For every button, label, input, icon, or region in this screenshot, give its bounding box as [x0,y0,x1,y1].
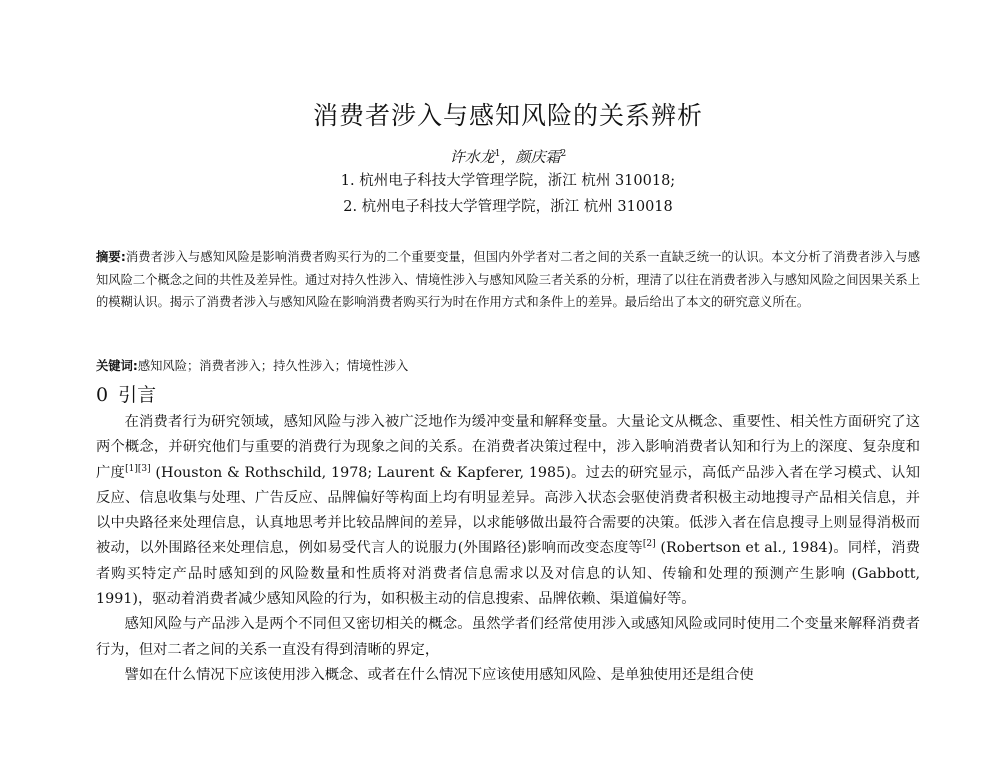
keywords [96,356,920,376]
paper-title: 消费者涉入与感知风险的关系辨析 [312,101,703,130]
affiliation-2: 2. 杭州电子科技大学管理学院，浙江 杭州 310018 [343,199,673,215]
body-text [96,410,920,688]
paragraph [96,663,920,688]
author-affiliation-mark: 2 [560,149,567,159]
paragraph-text: 感知风险与产品涉入是两个不同但又密切相关的概念。虽然学者们经常使用涉入或感知风险或同时使用二个变量来解释消费者行为，但对二者之间的关系一直没有得到清晰的界定， [96,616,920,658]
section-title: 引言 [118,384,157,406]
author-separator: ， [500,148,516,166]
paragraph-text: (Robertson et al., 1984)。同样，消费者购买特定产品时感知到的风险数量和性质将对消费者信息需求以及对信息的认知、传输和处理的预测产生影响 (Gabbott, 1991)，驱动着消费者减少感知风险的行为，如积极主动的信息搜索、品牌依赖、渠道偏好等。 [96,540,920,608]
keywords-text: 感知风险；消费者涉入；持久性涉入；情境性涉入 [137,359,409,373]
paragraph [96,612,920,663]
abstract [96,246,920,314]
author-name: 颜庆霜 [515,148,561,166]
citation-mark: [1][3] [125,463,151,474]
section-number: 0 [96,384,109,406]
author-line [96,143,920,168]
paragraph-text: 譬如在什么情况下应该使用涉入概念、或者在什么情况下应该使用感知风险、是单独使用还是组合使 [124,666,754,683]
abstract-label: 摘要: [96,250,126,264]
author-name: 许水龙 [449,148,495,166]
section-heading [96,381,156,409]
paragraph-text: 在消费者行为研究领域，感知风险与涉入被广泛地作为缓冲变量和解释变量。大量论文从概念、重要性、相关性方面研究了这两个概念，并研究他们与重要的消费行为现象之间的关系。在消费者决策过程中，涉入影响消费者认知和行为上的深度、复杂度和广度 [96,414,920,481]
citation-mark: [2] [642,539,656,550]
paragraph [96,410,920,612]
abstract-text: 消费者涉入与感知风险是影响消费者购买行为的二个重要变量，但国内外学者对二者之间的关系一直缺乏统一的认识。本文分析了消费者涉入与感知风险二个概念之间的共性及差异性。通过对持久性涉入、情境性涉入与感知风险三者关系的分析，理清了以往在消费者涉入与感知风险之间因果关系上的模糊认识。揭示了消费者涉入与感知风险在影响消费者购买行为时在作用方式和条件上的差异。最后给出了本文的研究意义所在。 [96,250,920,309]
keywords-label: 关键词: [96,359,138,373]
author-affiliation-mark: 1 [494,149,501,159]
paragraph-text: (Houston & Rothschild, 1978; Laurent & Kapferer, 1985)。过去的研究显示，高低产品涉入者在学习模式、认知反应、信息收集与处理、广告反应、品牌偏好等构面上均有明显差异。高涉入状态会驱使消费者积极主动地搜寻产品相关信息，并以中央路径来处理信息，认真地思考并比较品牌间的差异，以求能够做出最符合需要的决策。低涉入者在信息搜寻上则显得消极而被动，以外围路径来处理信息，例如易受代言人的说服力(外围路径)影响而改变态度等 [96,464,920,557]
affiliation-1: 1. 杭州电子科技大学管理学院，浙江 杭州 310018; [340,173,676,189]
